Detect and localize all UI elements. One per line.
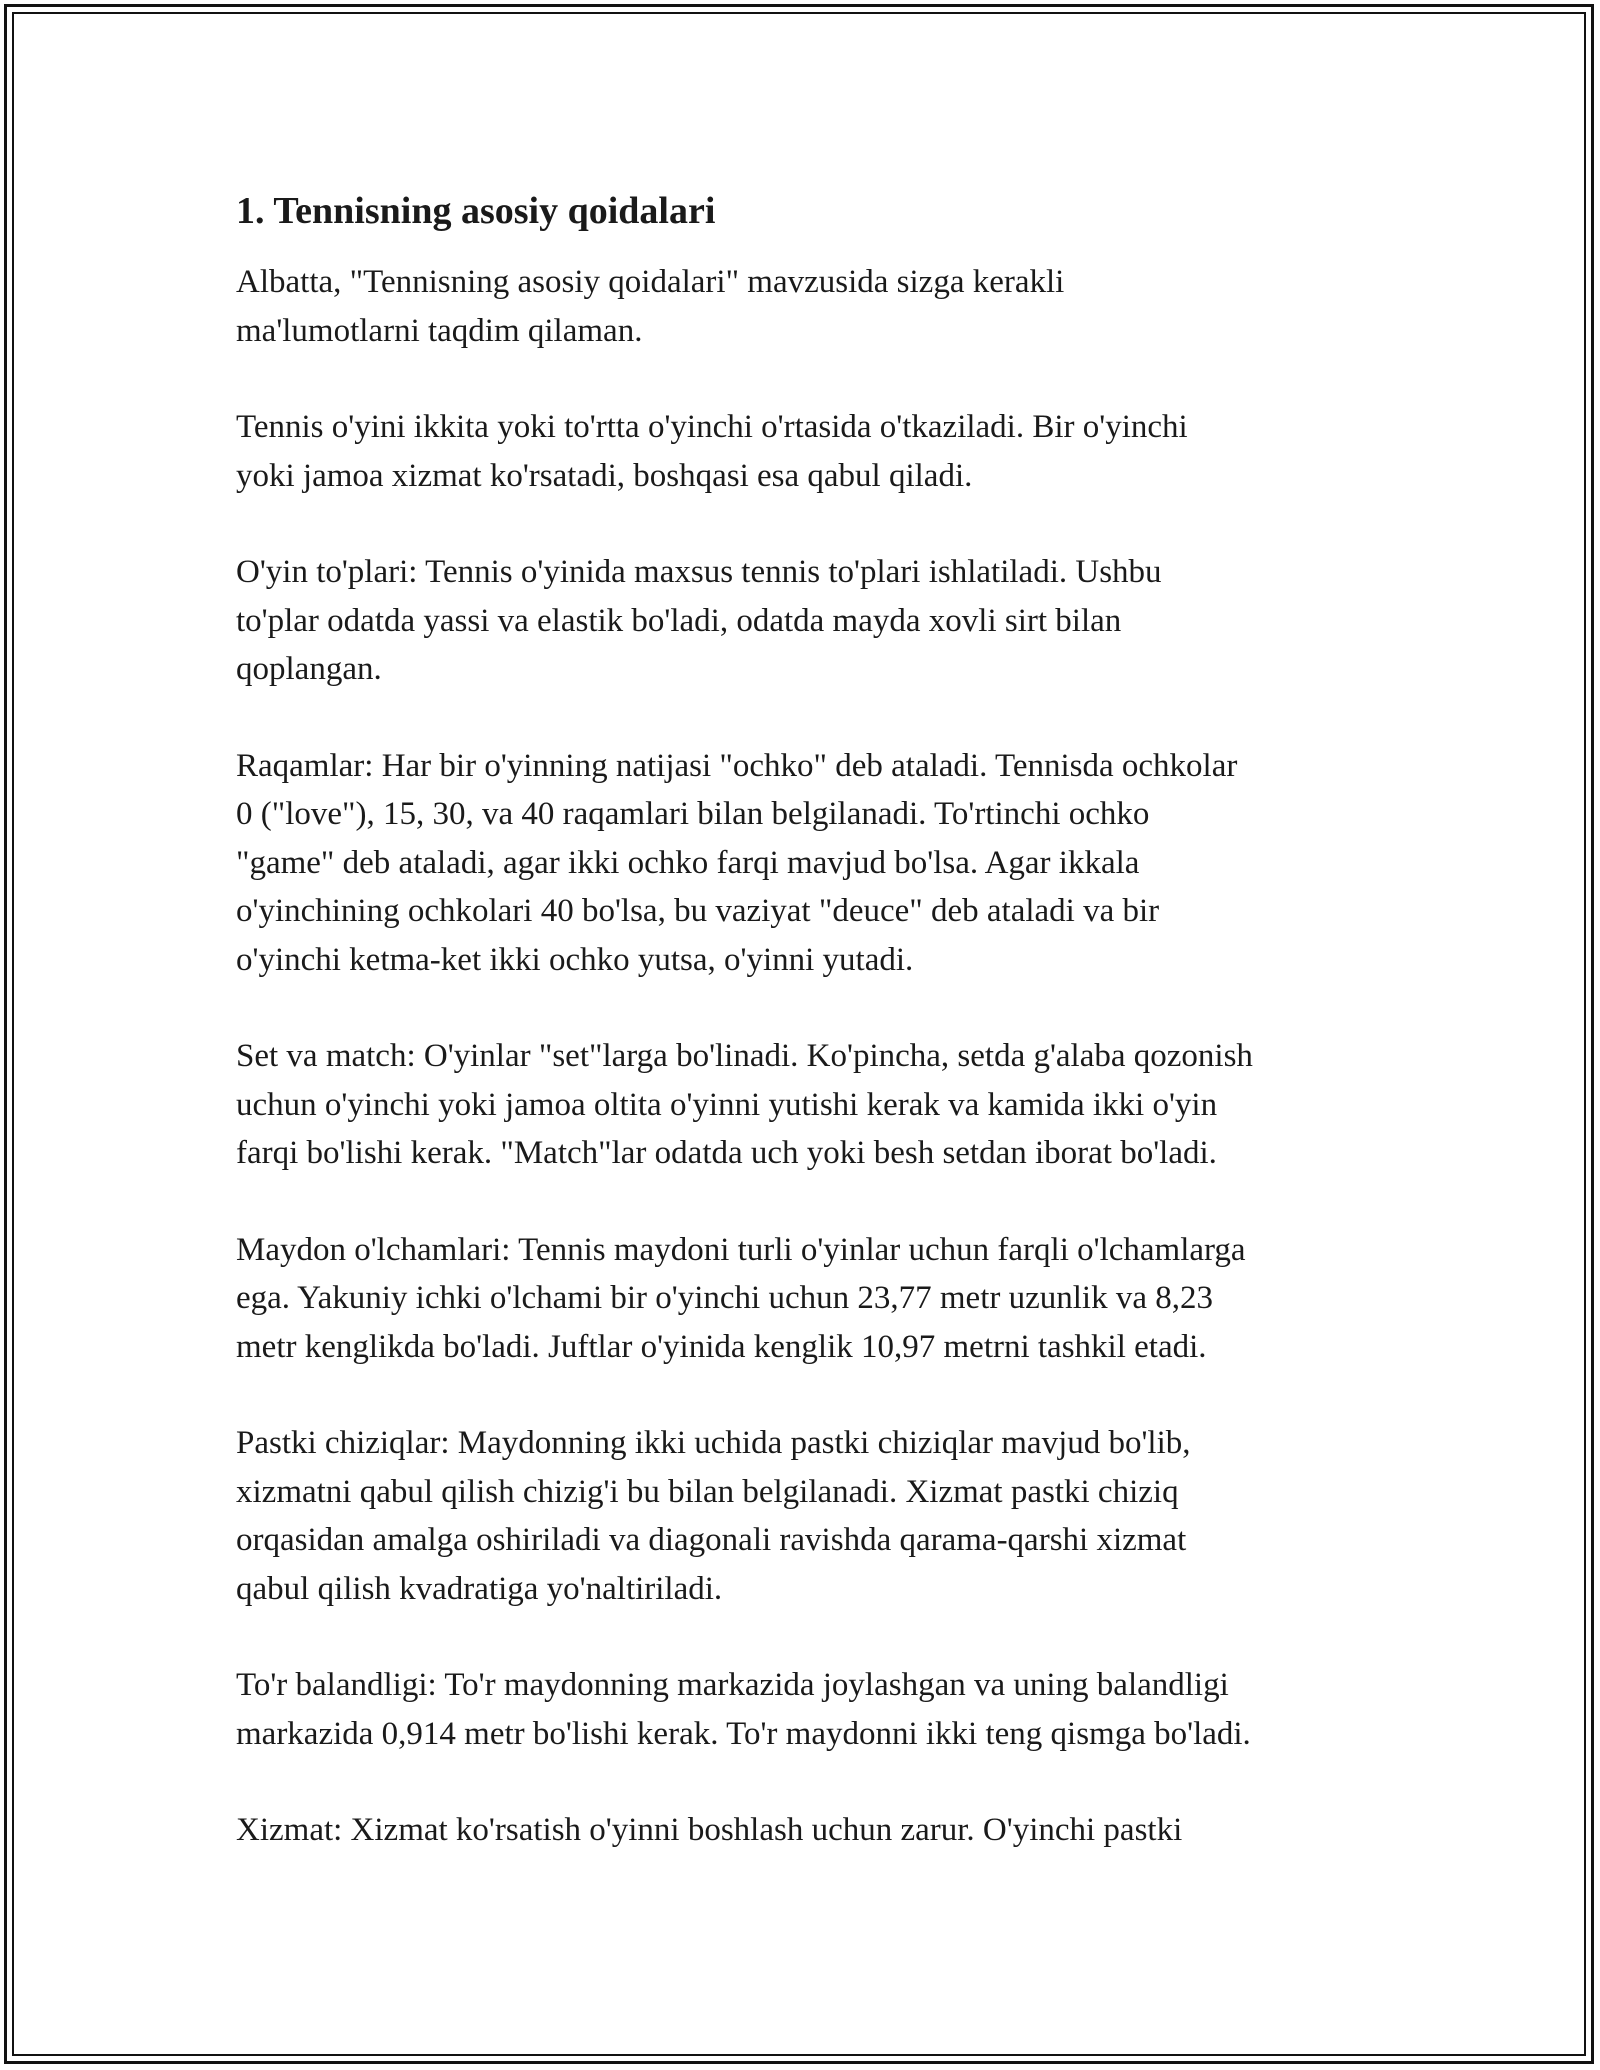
- paragraph-line: o'yinchi ketma-ket ikki ochko yutsa, o'yinni yutadi.: [236, 941, 914, 978]
- paragraph-line: to'plar odatda yassi va elastik bo'ladi, odatda mayda xovli sirt bilan: [236, 602, 1122, 639]
- paragraph-line: farqi bo'lishi kerak. "Match"lar odatda uch yoki besh setdan iborat bo'ladi.: [236, 1135, 1217, 1171]
- paragraph-line: Xizmat: Xizmat ko'rsatish o'yinni boshlash uchun zarur. O'yinchi pastki: [236, 1812, 1183, 1848]
- paragraph-line: ma'lumotlarni taqdim qilaman.: [236, 312, 643, 349]
- paragraph-baselines: [236, 1419, 1386, 1613]
- paragraph-line: Raqamlar: Har bir o'yinning natijasi "ochko" deb ataladi. Tennisda ochkolar: [236, 747, 1238, 784]
- paragraph-line: qabul qilish kvadratiga yo'naltiriladi.: [236, 1570, 723, 1607]
- paragraph-line: xizmatni qabul qilish chizig'i bu bilan belgilanadi. Xizmat pastki chiziq: [236, 1473, 1179, 1510]
- paragraph-line: "game" deb ataladi, agar ikki ochko farqi mavjud bo'lsa. Agar ikkala: [236, 844, 1140, 881]
- paragraph-line: qoplangan.: [236, 651, 382, 687]
- paragraph-line: O'yin to'plari: Tennis o'yinida maxsus tennis to'plari ishlatiladi. Ushbu: [236, 554, 1162, 590]
- paragraph-line: Tennis o'yini ikkita yoki to'rtta o'yinchi o'rtasida o'tkaziladi. Bir o'yinchi: [236, 409, 1188, 445]
- section-title: 1. Tennisning asosiy qoidalari: [236, 190, 716, 232]
- document-body: [236, 186, 1386, 1855]
- paragraph-players: [236, 403, 1386, 500]
- paragraph-line: Albatta, "Tennisning asosiy qoidalari" mavzusida sizga kerakli: [236, 264, 1065, 300]
- paragraph-line: 0 ("love"), 15, 30, va 40 raqamlari bilan belgilanadi. To'rtinchi ochko: [236, 796, 1150, 832]
- paragraph-line: Pastki chiziqlar: Maydonning ikki uchida pastki chiziqlar mavjud bo'lib,: [236, 1425, 1191, 1461]
- paragraph-line: Maydon o'lchamlari: Tennis maydoni turli o'yinlar uchun farqli o'lchamlarga: [236, 1231, 1246, 1268]
- paragraph-line: Set va match: O'yinlar "set"larga bo'linadi. Ko'pincha, setda g'alaba qozonish: [236, 1038, 1253, 1074]
- paragraph-intro: [236, 258, 1386, 355]
- paragraph-line: metr kenglikda bo'ladi. Juftlar o'yinida kenglik 10,97 metrni tashkil etadi.: [236, 1328, 1207, 1365]
- paragraph-set-match: [236, 1032, 1386, 1178]
- paragraph-scoring: [236, 742, 1386, 985]
- paragraph-line: uchun o'yinchi yoki jamoa oltita o'yinni yutishi kerak va kamida ikki o'yin: [236, 1086, 1218, 1123]
- paragraph-line: o'yinchining ochkolari 40 bo'lsa, bu vaziyat "deuce" deb ataladi va bir: [236, 893, 1160, 929]
- paragraph-serve: [236, 1806, 1386, 1855]
- paragraph-net-height: [236, 1661, 1386, 1758]
- paragraph-line: To'r balandligi: To'r maydonning markazida joylashgan va uning balandligi: [236, 1667, 1229, 1703]
- paragraph-line: yoki jamoa xizmat ko'rsatadi, boshqasi esa qabul qiladi.: [236, 457, 973, 494]
- paragraph-balls: [236, 548, 1386, 694]
- paragraph-line: markazida 0,914 metr bo'lishi kerak. To'r maydonni ikki teng qismga bo'ladi.: [236, 1715, 1251, 1752]
- paragraph-line: orqasidan amalga oshiriladi va diagonali ravishda qarama-qarshi xizmat: [236, 1522, 1187, 1558]
- paragraph-line: ega. Yakuniy ichki o'lchami bir o'yinchi uchun 23,77 metr uzunlik va 8,23: [236, 1280, 1213, 1316]
- paragraph-court-size: [236, 1226, 1386, 1372]
